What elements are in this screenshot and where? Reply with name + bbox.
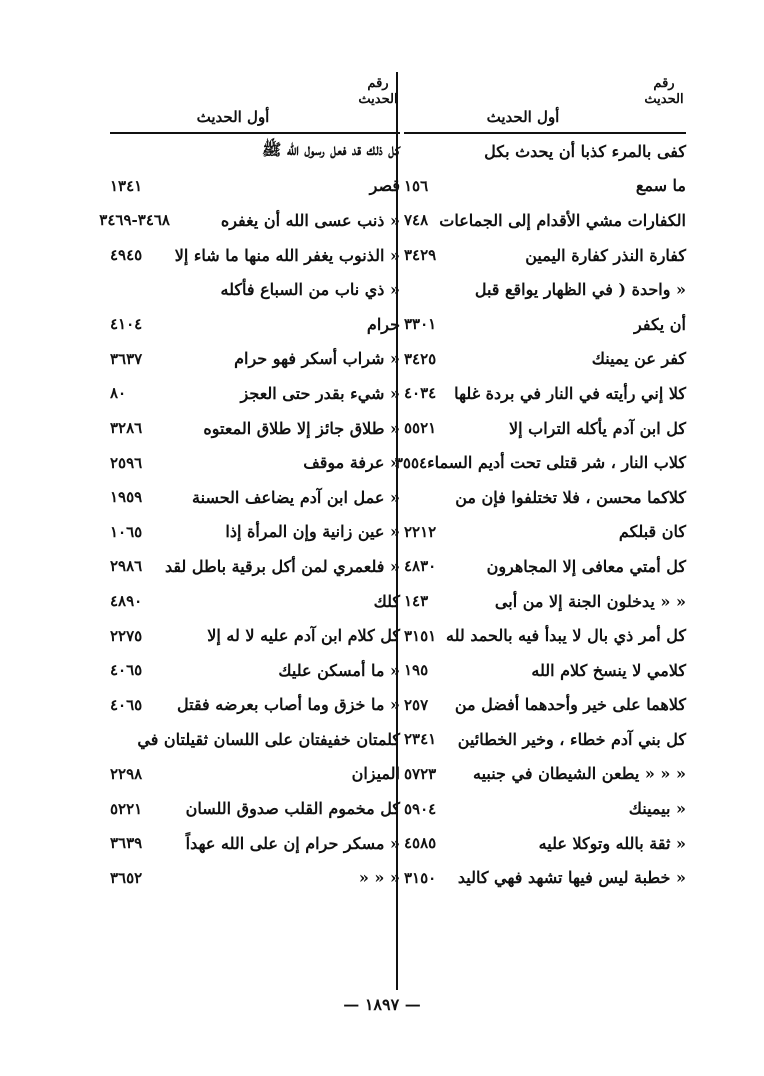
index-entry <box>110 480 400 515</box>
index-entry <box>110 549 400 584</box>
index-entry <box>110 653 400 688</box>
hadith-start-text: كفر عن يمينك <box>591 349 686 369</box>
hadith-start-text: « ما أمسكن عليك <box>278 660 400 680</box>
hadith-number: ١٤٣ <box>404 592 429 611</box>
hadith-number: ٤٥٨٥ <box>404 834 437 853</box>
hadith-start-text: كل ابن آدم يأكله التراب إلا <box>508 418 686 438</box>
hadith-start-text: « الذنوب يغفر الله منها ما شاء إلا <box>174 245 400 265</box>
hadith-number: ٤١٠٤ <box>110 315 143 334</box>
hadith-start-heading: أول الحديث <box>486 108 560 126</box>
hadith-start-text: كل كلام ابن آدم عليه لا له إلا <box>207 626 400 646</box>
hadith-number: ١٥٦ <box>404 176 429 195</box>
hadith-start-text: « شراب أسكر فهو حرام <box>234 349 400 369</box>
index-entry <box>404 376 686 411</box>
hadith-start-text: « عرفة موقف <box>303 453 400 473</box>
hadith-start-text: « « « يطعن الشيطان في جنبيه <box>472 764 686 784</box>
hadith-start-text: كل ذلك قد فعل رسول الله ﷺ <box>261 139 400 159</box>
number-label-1: رقم <box>653 76 675 91</box>
index-entry <box>404 549 686 584</box>
hadith-number: ٤٨٣٠ <box>404 557 437 576</box>
hadith-start-text: « « يدخلون الجنة إلا من أبى <box>494 591 686 611</box>
index-entry <box>404 618 686 653</box>
number-label-2: الحديث <box>644 92 684 107</box>
hadith-number: ٣٤٢٥ <box>404 349 437 368</box>
index-entry <box>404 411 686 446</box>
index-entry <box>110 238 400 273</box>
hadith-number: ٣٤٢٩ <box>404 246 437 265</box>
hadith-number: ٥٧٢٣ <box>404 764 437 783</box>
hadith-start-text: « ذنب عسى الله أن يغفره <box>220 210 400 230</box>
hadith-number: ٥٩٠٤ <box>404 799 437 818</box>
hadith-start-text: كان قبلكم <box>618 522 686 542</box>
hadith-start-text: « ذي ناب من السباع فأكله <box>220 280 400 300</box>
index-entry <box>404 342 686 377</box>
index-entry <box>110 169 400 204</box>
index-entry <box>404 688 686 723</box>
hadith-start-text: ما سمع <box>635 176 686 196</box>
hadith-number: ٢٢٧٥ <box>110 626 143 645</box>
index-entry <box>404 722 686 757</box>
hadith-number: ٢٣٤١ <box>404 730 437 749</box>
hadith-number: ٣٢٨٦ <box>110 419 143 438</box>
hadith-number: ٣٦٣٩ <box>110 834 143 853</box>
index-entry <box>404 203 686 238</box>
hadith-start-text: كل مخموم القلب صدوق اللسان <box>185 799 400 819</box>
hadith-start-text: كلاكما محسن ، فلا تختلفوا فإن من <box>455 487 686 507</box>
hadith-start-text: كلك <box>373 591 400 611</box>
hadith-number: ١٣٤١ <box>110 176 143 195</box>
hadith-start-text: « عمل ابن آدم يضاعف الحسنة <box>192 487 400 507</box>
hadith-number: ٢٩٨٦ <box>110 557 143 576</box>
index-entry <box>404 515 686 550</box>
hadith-number: ٤٨٩٠ <box>110 592 143 611</box>
number-label-1: رقم <box>367 76 389 91</box>
hadith-start-text: حرام <box>366 314 400 334</box>
hadith-number: ٣١٥١ <box>404 626 437 645</box>
index-entry <box>404 169 686 204</box>
index-entry <box>99 203 400 238</box>
hadith-number: ٧٤٨ <box>404 211 429 230</box>
hadith-start-text: كفى بالمرء كذبا أن يحدث بكل <box>484 141 686 161</box>
hadith-start-text: كل بني آدم خطاء ، وخير الخطائين <box>457 729 686 749</box>
hadith-number: ٣٣٠١ <box>404 315 437 334</box>
hadith-start-text: « بيمينك <box>628 799 686 819</box>
index-entry <box>404 757 686 792</box>
hadith-start-text: كل أمتي معافى إلا المجاهرون <box>486 556 686 576</box>
hadith-start-text: الميزان <box>351 764 400 784</box>
index-entry <box>110 722 400 757</box>
hadith-start-text: كلاهما على خير وأحدهما أفضل من <box>454 695 686 715</box>
index-entry <box>110 584 400 619</box>
hadith-number: ١٩٥ <box>404 661 429 680</box>
index-entry <box>394 445 686 480</box>
index-entry <box>404 860 686 895</box>
hadith-start-text: كلا إني رأيته في النار في بردة غلها <box>454 383 686 403</box>
index-entry <box>404 584 686 619</box>
index-entry <box>404 826 686 861</box>
hadith-number: ٤٠٦٥ <box>110 695 143 714</box>
index-entry <box>110 307 400 342</box>
hadith-number: ٥٥٢١ <box>404 419 437 438</box>
index-entry <box>110 445 400 480</box>
page-number: — ١٨٩٧ — <box>343 995 421 1014</box>
index-entry <box>110 134 400 169</box>
index-entry <box>404 272 686 307</box>
index-entry <box>404 791 686 826</box>
hadith-number: ٨٠ <box>110 384 127 403</box>
left-column <box>99 72 400 895</box>
hadith-number: ٥٢٢١ <box>110 799 143 818</box>
hadith-start-text: كلاب النار ، شر قتلى تحت أديم السماء <box>427 453 686 473</box>
hadith-start-text: الكفارات مشي الأقدام إلى الجماعات <box>439 210 686 230</box>
hadith-number: ٣٤٦٨-٣٤٦٩ <box>99 211 170 230</box>
hadith-start-text: « « « <box>358 868 400 888</box>
hadith-number: ٢٥٩٦ <box>110 453 143 472</box>
hadith-number: ٤٠٣٤ <box>404 384 437 403</box>
hadith-start-text: كفارة النذر كفارة اليمين <box>525 245 686 265</box>
index-entry <box>110 515 400 550</box>
number-label-2: الحديث <box>358 92 398 107</box>
index-entry <box>110 411 400 446</box>
hadith-number: ٣٦٣٧ <box>110 349 143 368</box>
index-entry <box>110 791 400 826</box>
index-entry <box>404 653 686 688</box>
index-entry <box>404 480 686 515</box>
index-entry <box>110 272 400 307</box>
right-column <box>394 72 686 895</box>
hadith-number: ٣٦٥٢ <box>110 868 143 887</box>
hadith-start-text: « مسكر حرام إن على الله عهداً <box>185 833 400 853</box>
right-column-rows <box>394 134 686 895</box>
index-entry <box>404 134 686 169</box>
hadith-number: ٣١٥٠ <box>404 868 437 887</box>
number-column-heading <box>356 76 400 108</box>
hadith-start-text: كلامي لا ينسخ كلام الله <box>531 660 686 680</box>
hadith-number: ٢٢٩٨ <box>110 764 143 783</box>
hadith-number: ٢٢١٢ <box>404 522 437 541</box>
hadith-number: ١٠٦٥ <box>110 522 143 541</box>
hadith-start-text: كلمتان خفيفتان على اللسان ثقيلتان في <box>137 729 400 749</box>
hadith-start-heading: أول الحديث <box>196 108 270 126</box>
hadith-start-text: « شيء بقدر حتى العجز <box>240 383 400 403</box>
hadith-start-text: أن يكفر <box>634 314 686 334</box>
hadith-start-text: « ثقة بالله وتوكلا عليه <box>538 833 686 853</box>
hadith-number: ٤٩٤٥ <box>110 246 143 265</box>
hadith-start-text: « خطبة ليس فيها تشهد فهي كاليد <box>457 868 686 888</box>
hadith-start-text: « ما خزق وما أصاب بعرضه فقتل <box>177 695 400 715</box>
hadith-start-text: « واحدة ( في الظهار يواقع قبل <box>474 280 686 300</box>
index-entry <box>110 376 400 411</box>
index-entry <box>110 688 400 723</box>
index-entry <box>110 618 400 653</box>
number-column-heading <box>642 76 686 108</box>
hadith-number: ٢٥٧ <box>404 695 429 714</box>
index-entry <box>110 342 400 377</box>
right-column-header <box>404 72 686 134</box>
hadith-number: ٣٥٥٤ <box>394 453 428 472</box>
hadith-start-text: « طلاق جائز إلا طلاق المعتوه <box>203 418 400 438</box>
index-entry <box>404 307 686 342</box>
hadith-start-text: كل أمر ذي بال لا يبدأ فيه بالحمد لله <box>446 626 686 646</box>
left-column-header <box>110 72 400 134</box>
index-entry <box>404 238 686 273</box>
index-entry <box>110 860 400 895</box>
left-column-rows <box>99 134 400 895</box>
index-entry <box>110 757 400 792</box>
index-entry <box>110 826 400 861</box>
hadith-start-text: قصر <box>369 176 400 196</box>
hadith-start-text: « عين زانية وإن المرأة إذا <box>225 522 400 542</box>
hadith-start-text: « فلعمري لمن أكل برقية باطل لقد <box>164 556 400 576</box>
hadith-number: ٤٠٦٥ <box>110 661 143 680</box>
hadith-number: ١٩٥٩ <box>110 488 143 507</box>
